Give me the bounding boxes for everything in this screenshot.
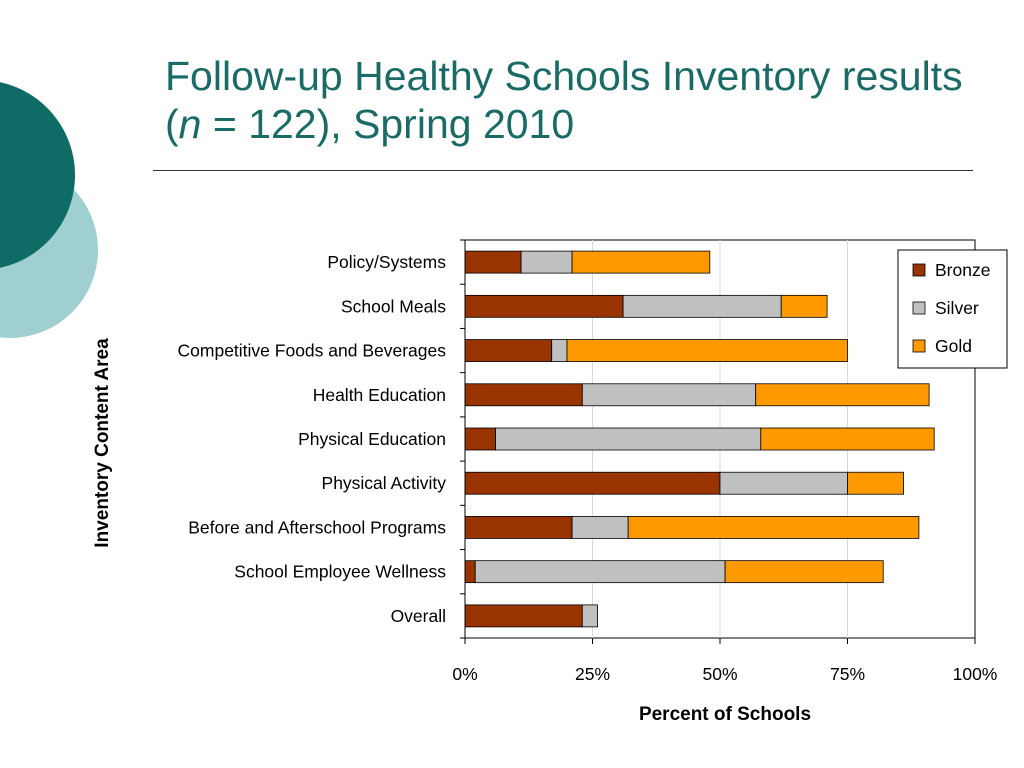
bar-gold (781, 295, 827, 317)
bar-gold (725, 561, 883, 583)
bar-bronze (465, 295, 623, 317)
bar-silver (552, 340, 567, 362)
bar-bronze (465, 340, 552, 362)
bar-gold (572, 251, 710, 273)
bar-gold (628, 516, 919, 538)
y-axis-title: Inventory Content Area (92, 338, 113, 548)
title-n: n (178, 101, 202, 147)
bar-silver (496, 428, 761, 450)
category-label: School Employee Wellness (234, 561, 446, 582)
category-label: School Meals (340, 296, 446, 317)
title-prefix: Follow-up Healthy Schools Inventory results ( (165, 53, 963, 147)
bar-silver (720, 472, 848, 494)
bar-bronze (465, 605, 582, 627)
bar-silver (475, 561, 725, 583)
bar-bronze (465, 472, 720, 494)
category-label: Overall (390, 605, 446, 626)
x-axis-title: Percent of Schools (638, 704, 812, 725)
legend-label-silver: Silver (935, 298, 979, 318)
x-tick-label: 25% (574, 664, 611, 684)
bar-gold (567, 340, 848, 362)
x-tick-label: 0% (452, 664, 478, 684)
category-label: Before and Afterschool Programs (188, 517, 446, 538)
legend-swatch-gold (913, 340, 925, 352)
bar-gold (756, 384, 929, 406)
x-tick-label: 50% (702, 664, 738, 684)
bar-bronze (465, 251, 521, 273)
bar-silver (582, 384, 755, 406)
bar-gold (761, 428, 934, 450)
x-tick-label: 100% (952, 664, 998, 684)
category-label: Competitive Foods and Beverages (177, 340, 446, 361)
bar-silver (582, 605, 597, 627)
bar-bronze (465, 384, 582, 406)
x-tick-label: 75% (829, 664, 866, 684)
title-suffix: = 122), Spring 2010 (201, 101, 575, 147)
category-label: Policy/Systems (327, 252, 446, 273)
legend-swatch-bronze (913, 264, 925, 276)
category-label: Physical Education (298, 429, 446, 449)
legend-swatch-silver (913, 302, 925, 314)
category-label: Health Education (312, 384, 446, 405)
legend-label-gold: Gold (935, 336, 972, 356)
bar-bronze (465, 428, 496, 450)
bar-silver (521, 251, 572, 273)
legend-label-bronze: Bronze (935, 260, 991, 280)
bar-gold (848, 472, 904, 494)
bar-silver (572, 516, 628, 538)
bar-silver (623, 295, 781, 317)
bar-bronze (465, 516, 572, 538)
bar-bronze (465, 561, 475, 583)
category-label: Physical Activity (321, 473, 446, 494)
